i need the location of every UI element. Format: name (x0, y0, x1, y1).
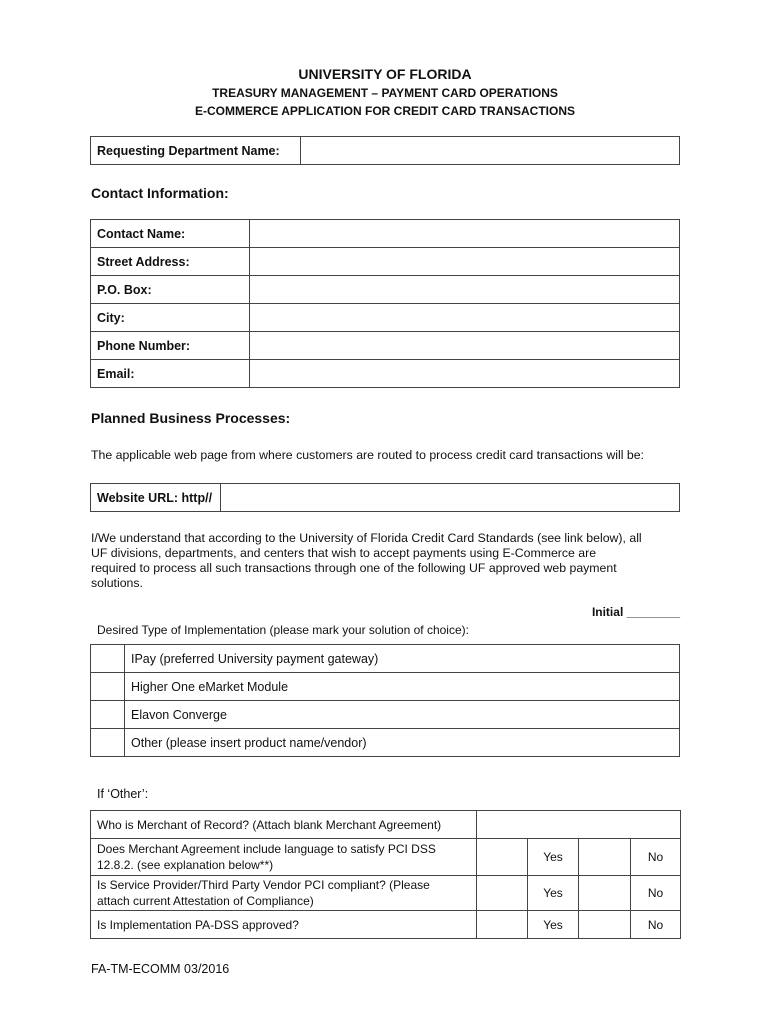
if-other-heading: If ‘Other’: (97, 787, 149, 801)
understanding-line: required to process all such transactions through one of the following UF approved web payment (91, 561, 617, 575)
contact-row (91, 276, 680, 304)
elavon-option-label: Elavon Converge (125, 701, 680, 729)
website-url-table (90, 483, 680, 512)
contact-row (91, 220, 680, 248)
form-title: E-COMMERCE APPLICATION FOR CREDIT CARD TRANSACTIONS (195, 104, 575, 118)
website-url-field[interactable] (221, 484, 680, 512)
planned-processes-heading: Planned Business Processes: (91, 410, 291, 426)
street-address-field[interactable] (250, 248, 680, 276)
pci-dss-question: Does Merchant Agreement include language to satisfy PCI DSS 12.8.2. (see explanation below**) (91, 839, 477, 876)
implementation-option-row (91, 729, 680, 757)
emarket-option-label: Higher One eMarket Module (125, 673, 680, 701)
website-url-label: Website URL: http// (91, 484, 221, 512)
yes-no-row (91, 876, 681, 911)
pci-dss-no-box[interactable] (579, 839, 631, 876)
form-code: FA-TM-ECOMM 03/2016 (91, 962, 230, 976)
web-page-intro: The applicable web page from where customers are routed to process credit card transactions will be: (91, 448, 644, 462)
phone-number-label: Phone Number: (91, 332, 250, 360)
department-name-label: Requesting Department Name: (91, 137, 301, 165)
department-name-table (90, 136, 680, 165)
contact-name-field[interactable] (250, 220, 680, 248)
vendor-compliant-question: Is Service Provider/Third Party Vendor PCI compliant? (Please attach current Attestation of Compliance) (91, 876, 477, 911)
street-address-label: Street Address: (91, 248, 250, 276)
understanding-line: solutions. (91, 576, 143, 590)
implementation-option-row (91, 645, 680, 673)
university-title: UNIVERSITY OF FLORIDA (298, 66, 472, 82)
city-field[interactable] (250, 304, 680, 332)
pci-dss-no-label: No (631, 839, 681, 876)
email-label: Email: (91, 360, 250, 388)
pa-dss-no-label: No (631, 911, 681, 939)
pa-dss-no-box[interactable] (579, 911, 631, 939)
understanding-paragraph (91, 531, 642, 591)
pci-dss-yes-box[interactable] (477, 839, 528, 876)
contact-row (91, 248, 680, 276)
implementation-option-row (91, 673, 680, 701)
vendor-compliant-yes-box[interactable] (477, 876, 528, 911)
merchant-of-record-field[interactable] (477, 811, 681, 839)
other-option-label: Other (please insert product name/vendor) (125, 729, 680, 757)
emarket-checkbox[interactable] (91, 673, 125, 701)
city-label: City: (91, 304, 250, 332)
other-vendor-table (90, 810, 681, 939)
po-box-field[interactable] (250, 276, 680, 304)
understanding-line: UF divisions, departments, and centers that wish to accept payments using E-Commerce are (91, 546, 597, 560)
merchant-of-record-row (91, 811, 681, 839)
understanding-line: I/We understand that according to the University of Florida Credit Card Standards (see link below), all (91, 531, 642, 545)
contact-table (90, 219, 680, 388)
po-box-label: P.O. Box: (91, 276, 250, 304)
department-title: TREASURY MANAGEMENT – PAYMENT CARD OPERATIONS (212, 86, 558, 100)
elavon-checkbox[interactable] (91, 701, 125, 729)
implementation-options-table (90, 644, 680, 757)
contact-row (91, 304, 680, 332)
pa-dss-yes-label: Yes (528, 911, 579, 939)
other-checkbox[interactable] (91, 729, 125, 757)
vendor-compliant-no-box[interactable] (579, 876, 631, 911)
pci-dss-yes-label: Yes (528, 839, 579, 876)
implementation-option-row (91, 701, 680, 729)
vendor-compliant-no-label: No (631, 876, 681, 911)
initial-field[interactable]: Initial ________ (591, 605, 680, 619)
pa-dss-question: Is Implementation PA-DSS approved? (91, 911, 477, 939)
yes-no-row (91, 839, 681, 876)
contact-row (91, 360, 680, 388)
ipay-checkbox[interactable] (91, 645, 125, 673)
ipay-option-label: IPay (preferred University payment gateway) (125, 645, 680, 673)
merchant-of-record-question: Who is Merchant of Record? (Attach blank Merchant Agreement) (91, 811, 477, 839)
contact-heading: Contact Information: (91, 185, 229, 201)
phone-number-field[interactable] (250, 332, 680, 360)
contact-row (91, 332, 680, 360)
email-field[interactable] (250, 360, 680, 388)
contact-name-label: Contact Name: (91, 220, 250, 248)
department-name-field[interactable] (301, 137, 680, 165)
pa-dss-yes-box[interactable] (477, 911, 528, 939)
yes-no-row (91, 911, 681, 939)
implementation-type-instruction: Desired Type of Implementation (please mark your solution of choice): (97, 623, 469, 637)
vendor-compliant-yes-label: Yes (528, 876, 579, 911)
